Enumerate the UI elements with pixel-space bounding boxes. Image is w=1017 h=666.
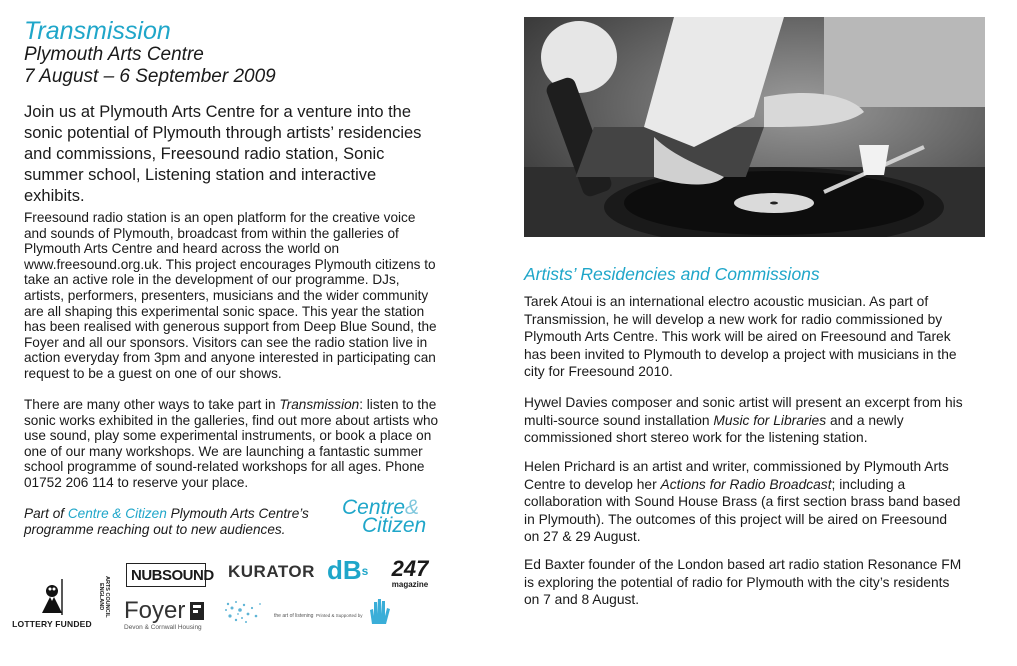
mag-word: magazine <box>391 579 429 589</box>
logo-word: Citizen <box>362 514 427 537</box>
ripple-dots-icon <box>222 596 310 626</box>
artist-name: Helen Prichard <box>524 459 616 474</box>
dbs-text: dB <box>327 555 362 585</box>
residency-item <box>524 293 966 381</box>
dbs-sup: s <box>361 563 369 578</box>
note-highlight: Centre & Citizen <box>67 506 167 521</box>
residency-item <box>524 394 966 447</box>
hand-text: Printed & Supported by <box>316 613 363 618</box>
logo-ampersand: & <box>405 496 420 519</box>
turntable-image <box>524 17 985 237</box>
residency-text: founder of the London based art radio station Resonance FM is exploring the potential of radio for Plymouth with the city’s residents on 7 and 8 August. <box>524 557 962 607</box>
freesound-paragraph: Freesound radio station is an open platform for the creative voice and sounds of Plymouth, broadcast from within the galleries of Plymouth Arts Centre and heard across the world on www.freesound.org.uk. This project encourages Plymouth citizens to take an active role in the development of our programme. DJs, artists, performers, presenters, musicians and the wider community are all shaping this experimental sonic space. This year the station has been realised with generous support from Deep Blue Sound, the Foyer and all our sponsors. Visitors can see the radio station live in action everyday from 3pm and anyone interested in participating can request to be a guest on one of our shows. <box>24 210 437 381</box>
part-of-note <box>24 506 324 538</box>
intro-paragraph: Join us at Plymouth Arts Centre for a venture into the sonic potential of Plymouth through artists’ residencies and commissions, Freesound radio station, Sonic summer school, Listening station and interactive exhibits. <box>24 103 422 205</box>
residency-text: composer and sonic artist will present an excerpt from his multi-source sound installation <box>524 395 963 428</box>
page-title: Transmission <box>24 17 171 45</box>
residency-text: ; including a collaboration with Sound House Brass (a first section brass band based in Plymouth). The outcomes of this project will be aired on Freesound on 27 & 29 August. <box>524 476 961 544</box>
hand-print-logo <box>316 596 436 626</box>
kurator-logo: KURATOR <box>228 562 315 581</box>
lottery-caption: LOTTERY FUNDED <box>12 619 92 629</box>
para-text: There are many other ways to take part in <box>24 397 280 412</box>
residency-text: and a newly commissioned short stereo work for the listening station. <box>524 412 904 445</box>
centre-citizen-logo <box>342 497 442 539</box>
para-text: : listen to the sonic works exhibited in the galleries, find out more about artists who use sound, play some experimental instruments, or book a place on one of our many workshops. We are launching a fantastic summer school programme of sound-related workshops for all ages. Phone 01752 206 114 to reserve your place. <box>24 397 439 490</box>
logo-word: Centre <box>342 496 406 519</box>
note-text: Plymouth Arts Centre’s programme reaching out to new audiences. <box>24 506 309 537</box>
venue-name: Plymouth Arts Centre <box>24 44 204 65</box>
foyer-logo <box>124 598 202 631</box>
artist-name: Ed Baxter <box>524 557 585 572</box>
section-heading: Artists’ Residencies and Commissions <box>524 264 820 284</box>
residency-text: is an international electro acoustic musician. As part of Transmission, he will develop a new work for radio commissioned by Plymouth Arts Centre. This work will be aired on Freesound and Tarek has been invited to Plymouth to develop a project with musicians in the city for Freesound 2010. <box>524 294 957 379</box>
247-magazine-logo <box>385 555 435 591</box>
residency-item <box>524 556 966 609</box>
ripple-logo <box>222 596 314 626</box>
artist-name: Hywel Davies <box>524 395 608 410</box>
para-italic: Transmission <box>279 397 360 412</box>
foyer-text: Foyer <box>124 597 186 624</box>
dbs-logo <box>327 555 368 586</box>
event-dates: 7 August – 6 September 2009 <box>24 66 276 87</box>
artist-name: Tarek Atoui <box>524 294 593 309</box>
foyer-subtext: Devon & Cornwall Housing <box>124 624 202 631</box>
nubsound-logo: NUBSOUND <box>126 563 206 587</box>
arts-council-logo <box>58 575 110 619</box>
residency-item <box>524 458 966 546</box>
note-text: Part of <box>24 506 68 521</box>
residency-text: is an artist and writer, commissioned by Plymouth Arts Centre to develop her <box>524 459 949 492</box>
work-title: Actions for Radio Broadcast <box>660 476 832 492</box>
hand-icon <box>364 596 394 626</box>
take-part-paragraph <box>24 397 439 491</box>
foyer-mark-icon <box>190 602 204 620</box>
arts-council-text: ARTS COUNCIL ENGLAND <box>98 576 110 618</box>
dj-photo <box>524 17 985 237</box>
mag-number: 247 <box>391 555 429 581</box>
work-title: Music for Libraries <box>713 412 827 428</box>
ripple-text: the art of listening <box>274 613 314 619</box>
